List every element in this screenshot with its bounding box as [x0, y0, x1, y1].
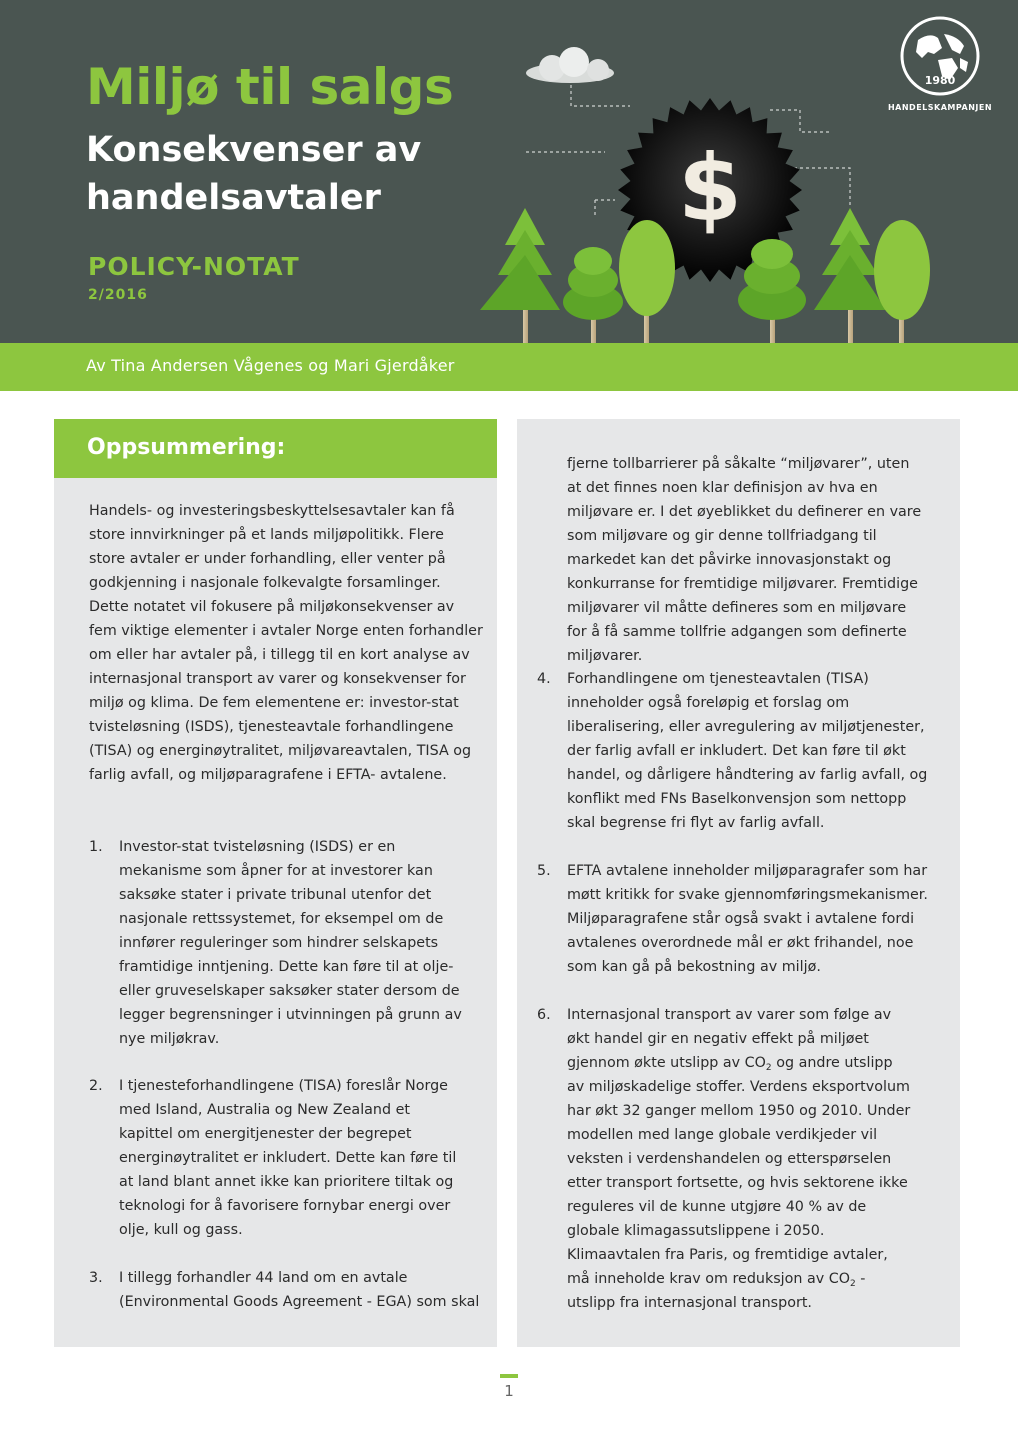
list-item-text: fjerne tollbarrierer på såkalte “miljøvarer”, uten at det finnes noen klar definisjon av hva en miljøvare er. I det øyeblikket du definerer en vare som miljøvare og gir denne tollfriadgang til markedet kan det påvirke innovasjonstakt og konkurranse for fremtidige miljøvarer. Fremtidige miljøvarer vil måtte defineres som en miljøvare for å få samme tollfrie adgangen som definerte miljøvarer.: [567, 456, 922, 664]
list-item-continuation: [567, 452, 937, 668]
header-banner: [0, 0, 1018, 343]
list-item-text: I tillegg forhandler 44 land om en avtale (Environmental Goods Agreement - EGA) som skal: [119, 1270, 480, 1310]
list-item-number: 5.: [537, 863, 551, 879]
author-line: Av Tina Andersen Vågenes og Mari Gjerdåker: [86, 356, 455, 375]
list-item-number: 6.: [537, 1007, 551, 1023]
globe-icon: [898, 14, 982, 98]
list-item-text: Forhandlingene om tjenesteavtalen (TISA) inneholder også foreløpig et forslag om liberalisering, eller avregulering av miljøtjenester, der farlig avfall er inkludert. Det kan føre til økt handel, og dårligere håndtering av farlig avfall, og konflikt med FNs Baselkonvensjon som nettopp skal begrense fri flyt av farlig avfall.: [567, 671, 928, 831]
cloud-icon: [526, 47, 614, 83]
subscript: 2: [850, 1279, 856, 1289]
list-item-text-part: Internasjonal transport av varer som følge av økt handel gir en negativ effekt på miljøet gjennom økte utslipp av CO: [567, 1007, 892, 1071]
author-band: [0, 343, 1018, 391]
list-item-text-part: og andre utslipp av miljøskadelige stoffer. Verdens eksportvolum har økt 32 ganger mellom 1950 og 2010. Under modellen med lange globale verdikjeder vil veksten i verdenshandelen og etterspørselen etter transport fortsette, og hvis sektorene ikke reguleres vil de kunne utgjøre 40 % av de globale klimagassutslippene i 2050. Klimaavtalen fra Paris, og fremtidige avtaler, må inneholde krav om reduksjon av CO: [567, 1055, 911, 1287]
list-item-number: 3.: [89, 1270, 103, 1286]
document-number: 2/2016: [88, 287, 148, 303]
page-marker: [500, 1374, 518, 1378]
document-title: Miljø til salgs: [86, 58, 454, 116]
list-item-text: I tjenesteforhandlingene (TISA) foreslår Norge med Island, Australia og New Zealand et kapittel om energitjenester der begrepet energinøytralitet er inkludert. Dette kan føre til at land blant annet ikke kan prioritere tiltak og teknologi for å favorisere fornybar energi over olje, kull og gass.: [119, 1078, 457, 1238]
dollar-sign-icon: $: [677, 135, 743, 242]
list-item-number: 1.: [89, 839, 103, 855]
list-item-number: 4.: [537, 671, 551, 687]
summary-column-left: [54, 419, 497, 1347]
trees-and-dollar-illustration: [470, 40, 940, 343]
subscript: 2: [765, 1063, 772, 1073]
list-item-text-part: - utslipp fra internasjonal transport.: [567, 1271, 866, 1311]
summary-heading-bar: [54, 419, 497, 478]
list-item-text: [567, 1003, 912, 1315]
summary-column-right: [517, 419, 960, 1347]
summary-intro: Handels- og investeringsbeskyttelsesavtaler kan få store innvirkninger på et lands miljøpolitikk. Flere store avtaler er under forhandling, eller venter på godkjenning i nasjonale folkevalgte forsamlinger. Dette notatet vil fokusere på miljøkonsekvenser av fem viktige elementer i avtaler Norge enten forhandler om eller har avtaler på, i tillegg til en kort analyse av internasjonal transport av varer og konsekvenser for miljø og klima. De fem elementene er: investor-stat tvisteløsning (ISDS), tjenesteavtale forhandlingene (TISA) og energinøytralitet, miljøvareavtalen, TISA og farlig avfall, og miljøparagrafene i EFTA- avtalene.: [89, 503, 483, 783]
summary-heading: Oppsummering:: [87, 435, 286, 460]
document-subtitle: Konsekvenser av handelsavtaler: [86, 130, 422, 218]
logo-year: 1980: [924, 74, 956, 87]
list-item-text: Investor-stat tvisteløsning (ISDS) er en mekanisme som åpner for at investorer kan saksøke stater i private tribunal utenfor det nasjonale rettssystemet, for eksempel om de innfører reguleringer som hindrer selskapets framtidige inntjening. Dette kan føre til at olje- eller gruveselskaper saksøker stater dersom de legger begrensninger i utvinningen på grunn av nye miljøkrav.: [119, 839, 462, 1047]
list-item-number: 2.: [89, 1078, 103, 1094]
organization-name: HANDELSKAMPANJEN: [887, 103, 993, 112]
list-item-text: EFTA avtalene inneholder miljøparagrafer som har møtt kritikk for svake gjennomføringsmekanismer. Miljøparagrafene står også svakt i avtalene fordi avtalenes overordnede mål er økt frihandel, noe som kan gå på bekostning av miljø.: [567, 863, 928, 975]
page-number: 1: [504, 1382, 514, 1400]
document-type: POLICY-NOTAT: [88, 252, 300, 281]
